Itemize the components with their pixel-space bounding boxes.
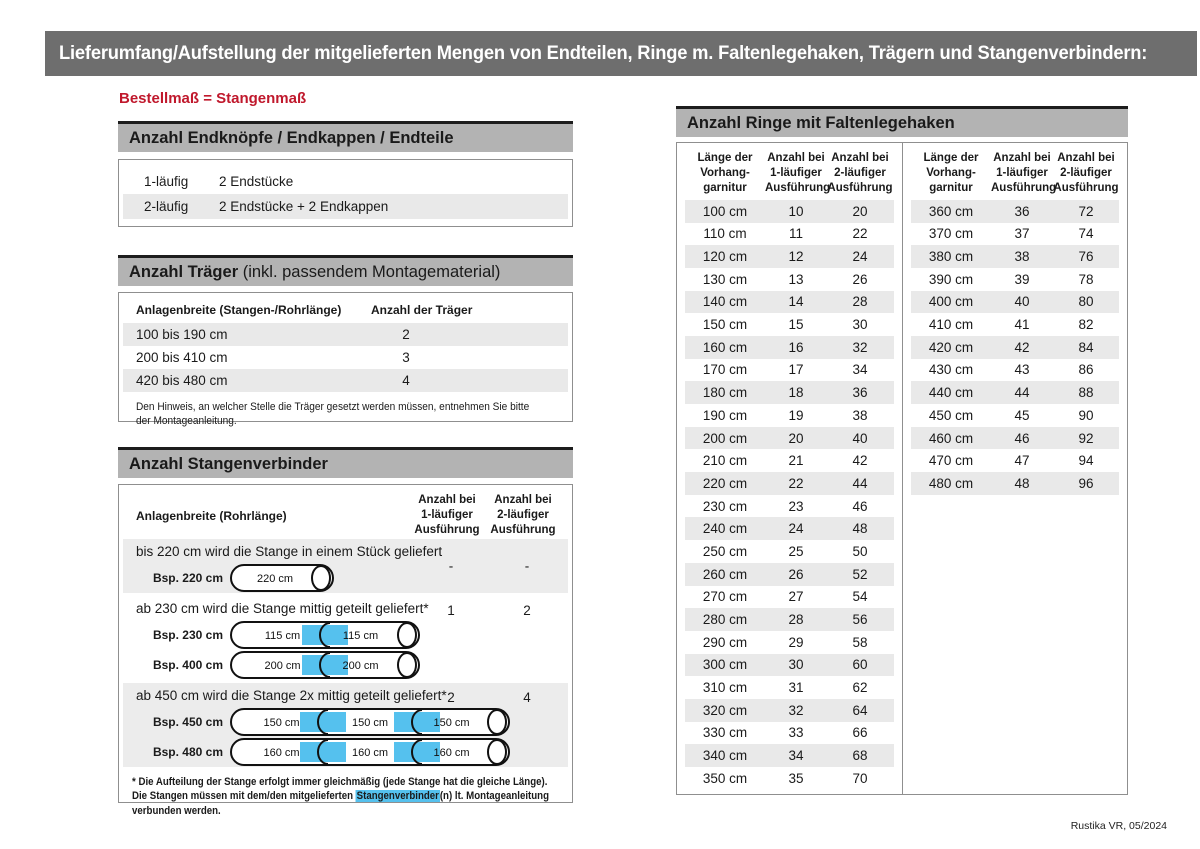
document-version: Rustika VR, 05/2024 (1070, 820, 1167, 832)
anzahl-1-laeufig: 11 (788, 226, 803, 242)
laenge-value: 120 cm (702, 249, 748, 265)
laenge-value: 100 cm (702, 203, 748, 219)
ring-row (685, 586, 894, 609)
anzahl-2-laeufig: 60 (852, 657, 868, 673)
laenge-value: 470 cm (928, 453, 974, 469)
anzahl-1-laeufig: 16 (788, 339, 804, 355)
ringe-col-header-line: garnitur (929, 181, 973, 194)
anzahl-2-laeufig: 78 (1078, 271, 1094, 287)
anzahl-1-laeufig: 29 (788, 634, 804, 650)
anzahl-1-laeufig: 42 (1014, 339, 1030, 355)
col-header-2-laeufig (485, 493, 561, 538)
rod-example-label: Bsp. 400 cm (152, 658, 223, 672)
page-title: Lieferumfang/Aufstellung der mitgelieferten Mengen von Endteilen, Ringe m. Faltenlegehaken, Trägern und Stangenverbindern: (59, 42, 1148, 64)
anzahl-2-laeufig: 80 (1078, 294, 1094, 310)
ringe-col-header-line: Ausführung (765, 181, 831, 194)
col-header-line: 2-läufiger (497, 508, 549, 521)
ring-row (685, 449, 894, 472)
anzahl-2-laeufig: 72 (1078, 203, 1094, 219)
section-header-ringe-label: Anzahl Ringe mit Faltenlegehaken (687, 113, 955, 132)
ring-row (685, 608, 894, 631)
rod-segment-length: 115 cm (264, 630, 301, 642)
anzahl-2-laeufig: 30 (852, 317, 868, 333)
ring-row (911, 427, 1119, 450)
rod-segment-length: 200 cm (342, 660, 379, 672)
anzahl-2-laeufig: 26 (852, 271, 868, 287)
ring-row (685, 245, 894, 268)
anzahl-2-laeufig: 88 (1078, 385, 1094, 401)
anzahl-2-laeufig: 34 (852, 362, 868, 378)
rod-segment-length: 150 cm (351, 717, 389, 729)
ring-row (685, 722, 894, 745)
anzahl-1-laeufig: 38 (1014, 249, 1030, 265)
ringe-table (676, 142, 1128, 795)
anzahl-1-laeufig: 46 (1014, 430, 1030, 446)
col-header-rohrlaenge: Anlagenbreite (Rohrlänge) (136, 509, 287, 523)
anzahl-2-laeufig: 94 (1078, 453, 1094, 469)
ring-row (911, 268, 1119, 291)
col-header-1-laeufig (409, 493, 485, 538)
ring-row (685, 767, 894, 790)
anzahl-2-laeufig: 86 (1078, 362, 1094, 378)
anzahl-2-laeufig: 46 (852, 498, 868, 514)
anzahl-2-laeufig: 56 (852, 612, 868, 628)
laenge-value: 220 cm (702, 475, 748, 491)
laenge-value: 460 cm (928, 430, 974, 446)
ring-row (685, 336, 894, 359)
ringe-col-header-line: Ausführung (1053, 181, 1119, 194)
anlagenbreite-value: 100 bis 190 cm (136, 327, 228, 342)
anzahl-1-laeufig: 30 (788, 657, 804, 673)
laenge-value: 480 cm (928, 475, 974, 491)
anzahl-2-laeufig: 54 (852, 589, 868, 605)
ringe-col-header (827, 151, 893, 196)
ringe-col-header-line: 2-läufiger (1060, 166, 1112, 179)
ring-row (911, 472, 1119, 495)
anzahl-1-laeufig: 24 (788, 521, 804, 537)
anzahl-2-laeufig: 84 (1078, 339, 1094, 355)
footnote (132, 775, 565, 818)
traeger-rows (119, 323, 572, 392)
anzahl-2-laeufig: 64 (852, 702, 868, 718)
laenge-value: 280 cm (702, 612, 748, 628)
ring-row (911, 336, 1119, 359)
traeger-row (123, 323, 568, 346)
ring-row (685, 517, 894, 540)
ringe-col-header (1053, 151, 1119, 196)
section-header-stangenverbinder (118, 447, 573, 478)
ring-row (685, 540, 894, 563)
ringe-col-header (911, 151, 991, 196)
rod-diagram-row (123, 620, 568, 650)
ring-row (685, 404, 894, 427)
rod-example-label: Bsp. 480 cm (152, 745, 223, 759)
endteile-table (118, 159, 573, 227)
anzahl-1-laeufig: 28 (788, 612, 804, 628)
laenge-value: 400 cm (928, 294, 974, 310)
anzahl-2-laeufig: 70 (852, 770, 868, 786)
ring-row (685, 563, 894, 586)
rod-example-label: Bsp. 220 cm (152, 571, 223, 585)
rod-diagram-row (123, 707, 568, 737)
anzahl-1-laeufig: 39 (1014, 271, 1030, 287)
anzahl-1-laeufig: 10 (788, 203, 804, 219)
anzahl-1-laeufig: 25 (788, 543, 804, 559)
laenge-value: 240 cm (702, 521, 748, 537)
ringe-table-left (677, 143, 902, 794)
ring-row (911, 223, 1119, 246)
rod-diagram (230, 737, 510, 767)
traeger-row (123, 369, 568, 392)
anzahl-2-laeufig: 36 (852, 385, 868, 401)
ring-row (911, 359, 1119, 382)
col-header-anzahl-traeger: Anzahl der Träger (371, 303, 473, 317)
ringe-table-right (902, 143, 1127, 794)
anzahl-2-laeufig: 66 (852, 725, 868, 741)
stangenverbinder-table-header (119, 491, 572, 539)
anzahl-2-laeufig: 82 (1078, 317, 1094, 333)
rod-segment-length: 150 cm (433, 717, 470, 729)
anzahl-2-laeufig: 20 (852, 203, 868, 219)
anzahl-2-laeufig: 68 (852, 748, 868, 764)
ringe-header-row (685, 151, 894, 196)
col-header-line: Ausführung (490, 523, 556, 536)
ring-row (911, 449, 1119, 472)
verbinder-group (123, 539, 568, 593)
anzahl-1-laeufig: 12 (788, 249, 804, 265)
anzahl-1-laeufig: 33 (788, 725, 804, 741)
laenge-value: 310 cm (702, 680, 748, 696)
anzahl-1-laeufig: 27 (788, 589, 804, 605)
col-header-line: Anzahl bei (494, 494, 552, 506)
ring-row (911, 200, 1119, 223)
ringe-col-header-line: Länge der (923, 152, 979, 164)
anzahl-1-laeufig: 17 (788, 362, 804, 378)
laenge-value: 130 cm (702, 271, 748, 287)
rod-segment-length: 160 cm (351, 747, 389, 759)
laenge-value: 270 cm (702, 589, 748, 605)
anzahl-1-laeufig: 31 (788, 680, 804, 696)
ringe-col-header-line: Vorhang- (926, 166, 976, 179)
rod-segment-length: 160 cm (433, 747, 470, 759)
ring-row (685, 427, 894, 450)
laenge-value: 450 cm (928, 407, 974, 423)
count-2-laeufig: 2 (523, 603, 531, 618)
count-1-laeufig: 1 (447, 603, 455, 618)
ring-row (685, 676, 894, 699)
anzahl-1-laeufig: 13 (788, 271, 804, 287)
ringe-col-header-line: 1-läufiger (996, 166, 1048, 179)
col-header-anlagenbreite: Anlagenbreite (Stangen-/Rohrlänge) (136, 303, 342, 317)
ringe-col-header-line: 1-läufiger (770, 166, 822, 179)
ringe-col-header-line: Anzahl bei (767, 152, 825, 164)
ring-row (685, 654, 894, 677)
ring-row (685, 744, 894, 767)
anzahl-1-laeufig: 18 (788, 385, 804, 401)
ringe-col-header (685, 151, 765, 196)
anzahl-1-laeufig: 36 (1014, 203, 1030, 219)
ringe-header-row (911, 151, 1119, 196)
laufig-label: 1-läufig (144, 174, 189, 189)
verbinder-group (123, 683, 568, 767)
subtitle-bestellmass: Bestellmaß = Stangenmaß (119, 90, 307, 107)
laenge-value: 410 cm (928, 317, 974, 333)
anzahl-2-laeufig: 48 (852, 521, 868, 537)
rod-segment-length: 200 cm (264, 660, 301, 672)
rod-segment-length: 160 cm (263, 747, 300, 759)
anzahl-2-laeufig: 58 (852, 634, 868, 650)
ring-row (685, 200, 894, 223)
traeger-count: 4 (402, 373, 410, 388)
anzahl-1-laeufig: 45 (1014, 407, 1030, 423)
anzahl-1-laeufig: 23 (788, 498, 804, 514)
ringe-col-header-line: Anzahl bei (1057, 152, 1115, 164)
section-header-traeger-rest: (inkl. passendem Montagematerial) (238, 262, 501, 281)
anzahl-2-laeufig: 96 (1078, 475, 1094, 491)
anzahl-2-laeufig: 40 (852, 430, 868, 446)
ringe-col-header-line: Länge der (697, 152, 753, 164)
ring-row (911, 291, 1119, 314)
section-header-traeger (118, 255, 573, 286)
ring-row (685, 472, 894, 495)
verbinder-group (123, 596, 568, 680)
rod-diagram (230, 563, 334, 593)
rod-example-label: Bsp. 450 cm (152, 715, 223, 729)
laenge-value: 380 cm (928, 249, 974, 265)
rod-diagram (230, 650, 420, 680)
col-header-line: Anzahl bei (418, 494, 476, 506)
laenge-value: 260 cm (702, 566, 748, 582)
laenge-value: 430 cm (928, 362, 974, 378)
ring-row (911, 313, 1119, 336)
ring-row (685, 291, 894, 314)
section-header-endteile (118, 121, 573, 152)
endteile-row (123, 169, 568, 194)
anlagenbreite-value: 420 bis 480 cm (136, 373, 228, 388)
laenge-value: 340 cm (702, 748, 748, 764)
laenge-value: 210 cm (702, 453, 748, 469)
rod-segment-length: 150 cm (263, 717, 300, 729)
section-header-endteile-label: Anzahl Endknöpfe / Endkappen / Endteile (129, 128, 454, 147)
laenge-value: 420 cm (928, 339, 974, 355)
laenge-value: 390 cm (928, 271, 974, 287)
endteile-value: 2 Endstücke + 2 Endkappen (219, 199, 389, 214)
anzahl-2-laeufig: 32 (852, 339, 868, 355)
anzahl-1-laeufig: 47 (1014, 453, 1030, 469)
traeger-row (123, 346, 568, 369)
ringe-col-header-line: Ausführung (827, 181, 893, 194)
traeger-count: 2 (402, 327, 410, 342)
group-description: bis 220 cm wird die Stange in einem Stück geliefert (136, 544, 443, 559)
ringe-col-header-line: Anzahl bei (993, 152, 1051, 164)
ring-row (685, 223, 894, 246)
anzahl-2-laeufig: 90 (1078, 407, 1094, 423)
footnote-highlight: Stangenverbinder (356, 790, 439, 803)
ring-row (685, 495, 894, 518)
rod-diagram-row (123, 650, 568, 680)
traeger-table (118, 292, 573, 428)
section-header-stangenverbinder-label: Anzahl Stangenverbinder (129, 454, 328, 473)
anzahl-1-laeufig: 34 (788, 748, 804, 764)
laufig-label: 2-läufig (144, 199, 189, 214)
endteile-value: 2 Endstücke (219, 174, 294, 189)
ringe-col-header-line: Ausführung (991, 181, 1057, 194)
count-2-laeufig: 4 (523, 690, 531, 705)
anzahl-1-laeufig: 35 (788, 770, 804, 786)
laenge-value: 290 cm (702, 634, 748, 650)
anzahl-2-laeufig: 42 (852, 453, 868, 469)
ring-row (685, 631, 894, 654)
laenge-value: 140 cm (702, 294, 748, 310)
anzahl-1-laeufig: 20 (788, 430, 804, 446)
anzahl-2-laeufig: 44 (852, 475, 868, 491)
section-header-traeger-bold: Anzahl Träger (129, 262, 239, 281)
laenge-value: 440 cm (928, 385, 974, 401)
laenge-value: 230 cm (702, 498, 748, 514)
laenge-value: 330 cm (702, 725, 748, 741)
ring-row (911, 381, 1119, 404)
ringe-col-header-line: garnitur (703, 181, 747, 194)
anzahl-1-laeufig: 14 (788, 294, 804, 310)
traeger-table-header (136, 303, 572, 318)
rod-diagram (230, 707, 510, 737)
anzahl-2-laeufig: 52 (852, 566, 868, 582)
ring-row (685, 359, 894, 382)
ringe-col-header (765, 151, 831, 196)
traeger-count: 3 (402, 350, 410, 365)
footnote-text-after: (n) lt. Montageanleitung verbunden werden. (132, 790, 549, 817)
laenge-value: 170 cm (702, 362, 748, 378)
rod-segment-length: 220 cm (256, 573, 294, 585)
laenge-value: 200 cm (702, 430, 748, 446)
group-description: ab 450 cm wird die Stange 2x mittig geteilt geliefert* (136, 688, 447, 703)
anzahl-2-laeufig: 92 (1078, 430, 1094, 446)
ring-row (685, 381, 894, 404)
ring-row (911, 245, 1119, 268)
group-description: ab 230 cm wird die Stange mittig geteilt geliefert* (136, 601, 429, 616)
ring-row (685, 699, 894, 722)
ring-row (685, 313, 894, 336)
ringe-col-header-line: 2-läufiger (834, 166, 886, 179)
col-header-line: Ausführung (414, 523, 480, 536)
anzahl-2-laeufig: 28 (852, 294, 868, 310)
ring-row (685, 268, 894, 291)
ring-row (911, 404, 1119, 427)
anzahl-1-laeufig: 40 (1014, 294, 1030, 310)
laenge-value: 350 cm (702, 770, 748, 786)
anzahl-1-laeufig: 41 (1014, 317, 1030, 333)
footnote-text-before: * Die Aufteilung der Stange erfolgt immer gleichmäßig (jede Stange hat die gleiche Länge). Die Stangen müssen mit dem/den mitgelieferten (132, 776, 548, 803)
laenge-value: 160 cm (702, 339, 748, 355)
anzahl-2-laeufig: 38 (852, 407, 868, 423)
laenge-value: 370 cm (928, 226, 974, 242)
anzahl-1-laeufig: 26 (788, 566, 804, 582)
section-header-ringe (676, 106, 1128, 137)
count-2-laeufig: - (524, 558, 530, 574)
traeger-note: Den Hinweis, an welcher Stelle die Träger gesetzt werden müssen, entnehmen Sie bitte der Montageanleitung. (136, 401, 530, 428)
anzahl-1-laeufig: 48 (1014, 475, 1030, 491)
anzahl-2-laeufig: 76 (1078, 249, 1094, 265)
rod-segment-length: 115 cm (342, 630, 379, 642)
anzahl-1-laeufig: 44 (1014, 385, 1030, 401)
anzahl-2-laeufig: 62 (852, 680, 868, 696)
ringe-col-header (991, 151, 1057, 196)
anzahl-1-laeufig: 43 (1014, 362, 1030, 378)
rod-example-label: Bsp. 230 cm (152, 628, 223, 642)
endteile-row (123, 194, 568, 219)
laenge-value: 250 cm (702, 543, 748, 559)
col-header-line: 1-läufiger (421, 508, 473, 521)
page-title-bar (45, 31, 1197, 76)
laenge-value: 360 cm (928, 203, 974, 219)
anzahl-1-laeufig: 22 (788, 475, 804, 491)
rod-diagram (230, 620, 420, 650)
laenge-value: 150 cm (702, 317, 748, 333)
anzahl-1-laeufig: 15 (788, 317, 804, 333)
laenge-value: 320 cm (702, 702, 748, 718)
anlagenbreite-value: 200 bis 410 cm (136, 350, 228, 365)
anzahl-2-laeufig: 24 (852, 249, 868, 265)
rod-diagram-row (123, 737, 568, 767)
count-1-laeufig: - (448, 558, 454, 574)
anzahl-1-laeufig: 19 (788, 407, 804, 423)
laenge-value: 180 cm (702, 385, 748, 401)
anzahl-1-laeufig: 21 (788, 453, 804, 469)
laenge-value: 300 cm (702, 657, 748, 673)
anzahl-1-laeufig: 32 (788, 702, 804, 718)
anzahl-2-laeufig: 22 (852, 226, 868, 242)
anzahl-2-laeufig: 74 (1078, 226, 1094, 242)
laenge-value: 190 cm (702, 407, 748, 423)
stangenverbinder-groups (119, 539, 572, 767)
anzahl-2-laeufig: 50 (852, 543, 868, 559)
ringe-col-header-line: Anzahl bei (831, 152, 889, 164)
stangenverbinder-table (118, 484, 573, 817)
anzahl-1-laeufig: 37 (1014, 226, 1030, 242)
laenge-value: 110 cm (703, 226, 747, 242)
ringe-col-header-line: Vorhang- (700, 166, 750, 179)
count-1-laeufig: 2 (447, 690, 455, 705)
